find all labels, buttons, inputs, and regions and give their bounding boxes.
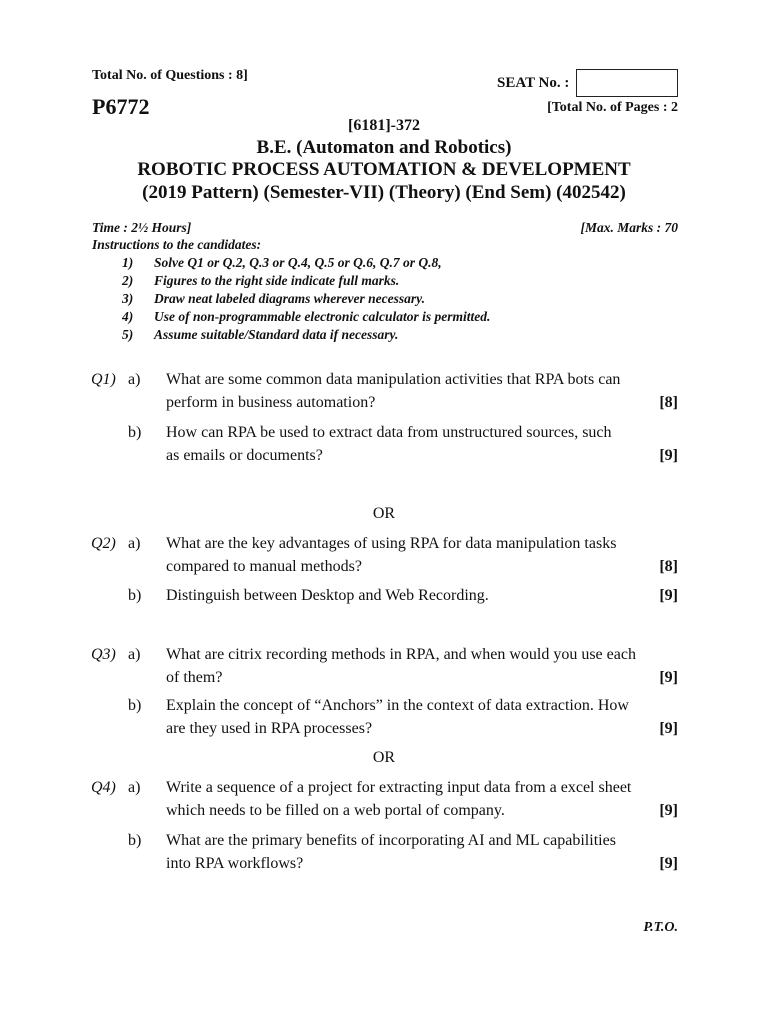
question-number-q4: Q4) [91,779,116,796]
q3b-marks: [9] [659,720,678,737]
pattern-line: (2019 Pattern) (Semester-VII) (Theory) (End Sem) (402542) [142,182,626,203]
or-separator: OR [372,505,396,522]
instruction-number: 5) [122,327,134,342]
seat-label: SEAT No. : [497,75,570,91]
q3b-line2: are they used in RPA processes? [166,720,373,737]
q1b-line1: How can RPA be used to extract data from unstructured sources, such [166,424,612,441]
paper-id: P6772 [92,94,150,119]
q1b-label: b) [128,424,142,441]
instruction-item [122,309,490,325]
q2b-label: b) [128,587,142,604]
q3b-label: b) [128,697,142,714]
q4b-label: b) [128,832,142,849]
instruction-text: Figures to the right side indicate full marks. [154,273,400,288]
q2a-label: a) [128,535,141,552]
instruction-item [122,291,425,307]
instruction-text: Solve Q1 or Q.2, Q.3 or Q.4, Q.5 or Q.6, Q.7 or Q.8, [154,255,442,270]
q4a-line2: which needs to be filled on a web portal of company. [166,802,505,819]
total-questions: Total No. of Questions : 8] [92,68,248,83]
instruction-item [122,327,398,343]
subject-title: ROBOTIC PROCESS AUTOMATION & DEVELOPMENT [137,159,631,180]
instruction-number: 1) [122,255,134,270]
degree-title: B.E. (Automaton and Robotics) [256,137,512,158]
question-number-q3: Q3) [91,646,116,663]
pto-footer: P.T.O. [643,920,678,935]
instruction-number: 4) [122,309,134,324]
instruction-item [122,273,399,289]
instruction-number: 3) [122,291,134,306]
q4a-label: a) [128,779,141,796]
q2b-line1: Distinguish between Desktop and Web Recording. [166,587,489,604]
seat-number-box [576,69,678,97]
q2a-line1: What are the key advantages of using RPA for data manipulation tasks [166,535,617,552]
q3a-line2: of them? [166,669,223,686]
instruction-text: Draw neat labeled diagrams wherever necessary. [154,291,425,306]
instruction-text: Assume suitable/Standard data if necessary. [154,327,399,342]
q1a-label: a) [128,371,141,388]
q2a-line2: compared to manual methods? [166,558,362,575]
or-separator: OR [372,749,396,766]
instruction-number: 2) [122,273,134,288]
q1a-marks: [8] [659,394,678,411]
q3a-marks: [9] [659,669,678,686]
q4b-line2: into RPA workflows? [166,855,304,872]
time-allowed: Time : 2½ Hours] [92,220,192,235]
q4b-line1: What are the primary benefits of incorporating AI and ML capabilities [166,832,616,849]
paper-code: [6181]-372 [348,117,420,134]
q1b-line2: as emails or documents? [166,447,323,464]
q2b-marks: [9] [659,587,678,604]
q4a-marks: [9] [659,802,678,819]
q3b-line1: Explain the concept of “Anchors” in the context of data extraction. How [166,697,629,714]
q1a-line2: perform in business automation? [166,394,376,411]
q1a-line1: What are some common data manipulation activities that RPA bots can [166,371,621,388]
q3a-line1: What are citrix recording methods in RPA, and when would you use each [166,646,636,663]
total-pages: [Total No. of Pages : 2 [547,100,678,115]
q2a-marks: [8] [659,558,678,575]
instruction-item [122,255,442,271]
question-number-q1: Q1) [91,371,116,388]
q4b-marks: [9] [659,855,678,872]
instruction-text: Use of non-programmable electronic calculator is permitted. [154,309,491,324]
max-marks: [Max. Marks : 70 [580,220,678,235]
instructions-title: Instructions to the candidates: [92,237,262,252]
question-number-q2: Q2) [91,535,116,552]
q1b-marks: [9] [659,447,678,464]
q4a-line1: Write a sequence of a project for extracting input data from a excel sheet [166,779,632,796]
q3a-label: a) [128,646,141,663]
